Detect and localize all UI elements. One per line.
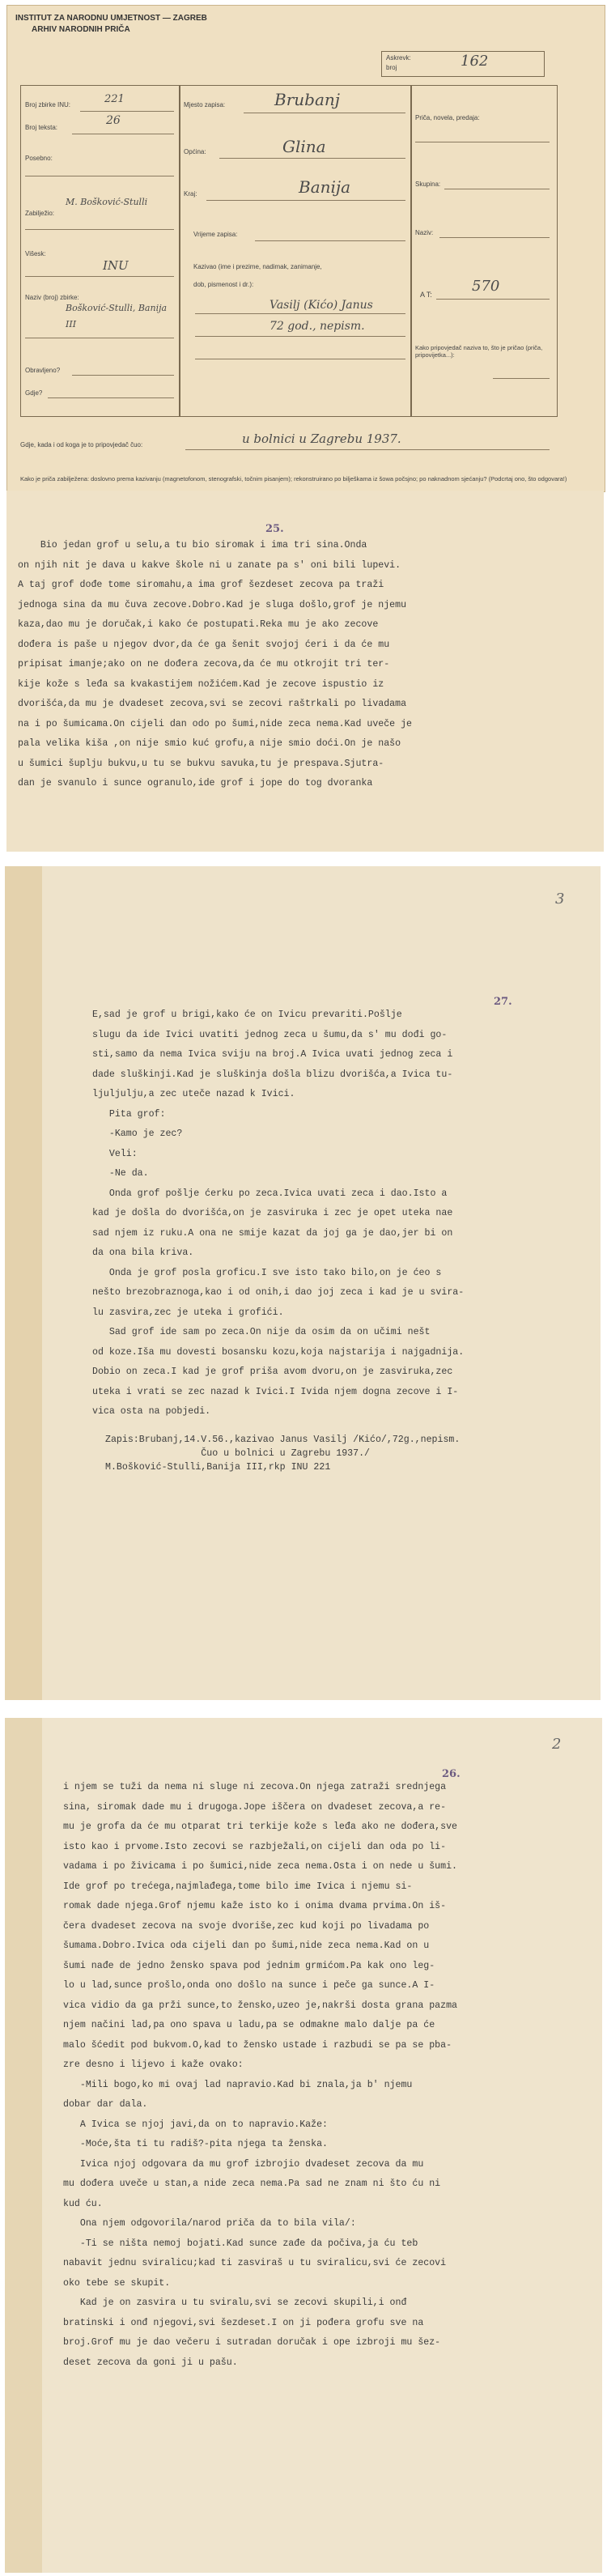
at-label: A T: [420, 291, 432, 299]
visesk-value: INU [103, 258, 129, 273]
page-number: 3 [555, 891, 565, 908]
kako-label: Kako pripovjedač naziva to, što je pričao (priča, pripovijetka...): [415, 344, 543, 359]
text-line: kad je došla do dvorišća,on je zasviruka i zec je opet uteka nae [92, 1208, 453, 1218]
broj-teksta-value: 26 [106, 114, 121, 127]
text-line: čera dvadeset zecova na svoje dvoriše,zec kud koji po livadama po [63, 1920, 430, 1932]
story-text-1 [18, 536, 412, 794]
rule [195, 336, 405, 337]
text-line: A Ivica se njoj javi,da on to napravio.Kaže: [63, 2119, 328, 2130]
rule [185, 449, 550, 450]
text-line: Ide grof po trećega,najmlađega,tome bilo ime Ivica i njemu si- [63, 1881, 413, 1892]
text-line: šumi nađe de jedno žensko spava pod jednim grmićom.Pa kak ono leg- [63, 1960, 435, 1971]
text-line: nabavit jednu sviralicu;kad ti zasviraš u tu sviralicu,svi će zecovi [63, 2258, 447, 2268]
divider [0, 1703, 607, 1715]
page-3 [0, 1715, 607, 2576]
page-number: 2 [552, 1736, 562, 1753]
text-line: da ona bila kriva. [92, 1248, 194, 1258]
text-line: Onda grof pošlje ćerku po zeca.Ivica uvati zeca i dao.Isto a [92, 1188, 448, 1199]
text-line: Ona njem odgovorila/narod priča da to bila vila/: [63, 2218, 356, 2229]
margin-strip [5, 1718, 42, 2573]
naziv-value: Bošković-Stulli, Banija III [66, 303, 168, 329]
text-line: Veli: [92, 1148, 138, 1159]
vrijeme-label: Vrijeme zapisa: [193, 231, 238, 238]
opcina-label: Općina: [184, 148, 206, 155]
broj-teksta-label: Broj teksta: [25, 124, 58, 131]
ask-label-2: broj [386, 64, 397, 71]
archive-title: ARHIV NARODNIH PRIČA [32, 25, 130, 34]
zapis-block [105, 1433, 460, 1474]
story-text-2 [92, 1005, 464, 1422]
text-line: -Moće,šta ti tu radiš?-pita njega ta ženska. [63, 2139, 328, 2149]
rule [25, 276, 174, 277]
rule [493, 378, 550, 379]
kazivao-value-2: 72 god., nepism. [270, 320, 365, 333]
text-line: ljuljulju,a zec uteče nazad k Ivici. [92, 1089, 295, 1099]
prica-label: Priča, novela, predaja: [415, 114, 480, 121]
rule [255, 240, 405, 241]
margin-strip [5, 866, 42, 1700]
rule [25, 229, 174, 230]
page-2 [0, 861, 607, 1703]
text-line: Sad grof ide sam po zeca.On nije da osim da on učimi nešt [92, 1327, 431, 1337]
text-line: dođera is paše u njegov dvor,da će ga šenit svojoj ćeri i da će mu [18, 639, 390, 650]
text-line: Pita grof: [92, 1108, 166, 1120]
text-line: i njem se tuži da nema ni sluge ni zecova.On njega zatraži srednjega [63, 1782, 447, 1792]
gdje-kada-value: u bolnici u Zagrebu 1937. [242, 431, 401, 446]
text-line: -Ti se ništa nemoj bojati.Kad sunce zađe da počiva,ja ću teb [63, 2238, 418, 2249]
text-line: Ivica njoj odgovara da mu grof izbrojio dvadeset zecova da mu [63, 2158, 424, 2170]
text-line: lo u lad,sunce prošlo,onda ono došlo na sunce i peče ga sunce.A I- [63, 1980, 435, 1991]
skupina-label: Skupina: [415, 181, 441, 188]
kazivao-label-2: dob, pismenost i dr.): [193, 281, 254, 288]
text-line: nešto brezobraznoga,kao i od onih,i dao joj zeca i kad je u svira- [92, 1287, 465, 1298]
kazivao-value: Vasilj (Kićo) Janus [270, 299, 373, 312]
text-line: mu je grofa da će mu otparat tri terkije kože s leđa ako ne dođera,sve [63, 1821, 458, 1832]
text-line: Onda je grof posla groficu.I sve isto tako bilo,on je ćeo s [92, 1267, 442, 1278]
text-line: šumama.Dobro.Ivica oda cijeli dan po šumi,nide zeca nema.Kad on u [63, 1941, 430, 1951]
page-stamp: 26. [442, 1768, 461, 1780]
rule [436, 299, 550, 300]
mjesto-label: Mjesto zapisa: [184, 101, 226, 108]
text-line: u šumici šuplju bukvu,u tu se bukvu savuka,tu je prespava.Sjutra- [18, 758, 384, 769]
posebno-label: Posebno: [25, 155, 53, 162]
institute-title: INSTITUT ZA NARODNU UMJETNOST — ZAGREB [15, 14, 207, 23]
text-line: vica vidio da ga prži sunce,to žensko,uzeo je,nakrši dosta grana pazma [63, 2000, 458, 2011]
text-line: E,sad je grof u brigi,kako će on Ivicu prevariti.Pošlje [92, 1010, 402, 1020]
middle-box [179, 85, 412, 417]
text-line: kaza,dao mu je doručak,i kako će postupati.Reka mu je ako zecove [18, 619, 379, 630]
text-line: dvorišća,da mu je dvadeset zecova,svi se zecovi raštrkali po livadama [18, 699, 407, 709]
rule [219, 158, 405, 159]
text-line: dade sluškinji.Kad je sluškinja došla blizu dvorišća,a Ivica tu- [92, 1069, 453, 1080]
text-line: Kad je on zasvira u tu sviralu,svi se zecovi skupili,i onđ [63, 2298, 407, 2308]
rule [439, 237, 550, 238]
ask-value: 162 [461, 53, 489, 70]
text-line: pala velika kiša ,on nije smio kuć grofu,a nije smio doći.On je našo [18, 738, 401, 749]
text-line: pripisat imanje;ako on ne dođera zecova,da će mu otkrojit tri ter- [18, 659, 390, 670]
rule [80, 111, 174, 112]
text-line: kije kože s leđa sa kvakastijem nožićem.Kad je zecove ispustio iz [18, 678, 384, 690]
right-box [410, 85, 558, 417]
text-line: -Mili bogo,ko mi ovaj lad napravio.Kad bi znala,ja b' njemu [63, 2079, 413, 2090]
page-stamp: 27. [494, 996, 512, 1008]
story-sheet-2 [5, 866, 601, 1700]
text-line: vica osta na pobjedi. [92, 1406, 211, 1417]
broj-zbirke-value: 221 [104, 93, 125, 105]
text-line: vadama i po živicama i po šumici,nide zeca nema.Osta i on nede u šumi. [63, 1861, 458, 1872]
text-line: dan je svanulo i sunce ogranulo,ide grof i jope do tog dvoranka [18, 778, 373, 789]
text-line: isto kao i prvome.Isto zecovi se razbježali,on cijeli dan oda po li- [63, 1841, 447, 1852]
naziv-label: Naziv (broj) zbirke: [25, 294, 79, 301]
visesk-label: Višesk: [25, 250, 46, 257]
text-line: jednoga sina da mu čuva zecove.Dobro.Kad je sluga došlo,grof je njemu [18, 599, 407, 610]
text-line: mu dođera uveče u stan,a nide zeca nema.Pa sad ne znam ni što ću ni [63, 2179, 441, 2189]
text-line: A taj grof dođe tome siromahu,a ima grof šezdeset zecova pa traži [18, 580, 384, 590]
kraj-label: Kraj: [184, 190, 197, 198]
zabiljezio-value: M. Bošković-Stulli [66, 197, 148, 207]
text-line: slugu da ide Ivici uvatiti jednog zeca u šumu,da s' mu dođi go- [92, 1029, 448, 1040]
text-line: malo šćedit pod bukvom.O,kad to žensko ustade i razbudi se pa se pba- [63, 2039, 452, 2051]
story-text-3 [63, 1778, 457, 2373]
text-line: Zapis:Brubanj,14.V.56.,kazivao Janus Vasilj /Kićo/,72g.,nepism. [105, 1435, 461, 1445]
text-line: deset zecova da goni ji u pašu. [63, 2357, 238, 2368]
gdje-label: Gdje? [25, 389, 43, 397]
text-line: od koze.Iša mu dovesti bosansku kozu,koja najstarija i najgadnija. [92, 1346, 465, 1358]
opcina-value: Glina [282, 137, 326, 156]
kraj-value: Banija [299, 177, 351, 197]
at-value: 570 [472, 278, 500, 295]
text-line: Bio jedan grof u selu,a tu bio siromak i ima tri sina.Onda [18, 540, 367, 550]
page-1 [0, 0, 607, 855]
text-line: lu zasvira,zec je uteka i grofići. [92, 1307, 284, 1318]
naziv2-label: Naziv: [415, 229, 434, 236]
text-line: broj.Grof mu je dao večeru i sutradan doručak i ope izbroji mu šez- [63, 2337, 441, 2348]
text-line: kud ću. [63, 2198, 103, 2209]
text-line: zre desno i lijevo i kaže ovako: [63, 2060, 244, 2070]
gdje-kada-label: Gdje, kada i od koga je to pripovjedač čuo: [20, 441, 143, 448]
text-line: on njih nit je dava u kakve škole ni u zanate pa s' oni bili lupevi. [18, 559, 401, 571]
kazivao-label: Kazivao (ime i prezime, nadimak, zanimanje, [193, 263, 322, 270]
broj-zbirke-label: Broj zbirke INU: [25, 101, 71, 108]
story-sheet-3 [5, 1718, 602, 2573]
text-line: bratinski i onđ njegovi,svi šezdeset.I on ji pođera grofu sve na [63, 2317, 424, 2328]
text-line: M.Bošković-Stulli,Banija III,rkp INU 221 [105, 1462, 331, 1473]
story-sheet-1 [6, 491, 604, 852]
form-card [6, 5, 605, 492]
text-line: dobar dar dala. [63, 2099, 148, 2110]
text-line: -Kamo je zec? [92, 1129, 183, 1139]
rule [195, 313, 405, 314]
ask-label: Askrevk: [386, 54, 411, 62]
text-line: sina, siromak dade mu i drugoga.Jope iščera on dvadeset zecova,a re- [63, 1801, 447, 1813]
kako-zabiljezeno: Kako je priča zabilježena: doslovno prema kazivanju (magnetofonom, stenografski, točnim pisanjem); rekonstruirano po bilješkama iz šowa počsjno; po naknadnom sjećanju? (Podcrtaj ono, što odgovara!) [20, 475, 567, 482]
text-line: na i po šumicama.On cijeli dan odo po šumi,nide zeca nema.Kad uveče je [18, 718, 413, 729]
rule [48, 397, 174, 398]
text-line: sad njem iz ruku.A ona ne smije kazat da joj ga je dao,jer bi on [92, 1227, 453, 1239]
mjesto-value: Brubanj [274, 90, 340, 109]
text-line: Čuo u bolnici u Zagrebu 1937./ [105, 1448, 370, 1459]
rule [206, 200, 405, 201]
page-stamp: 25. [265, 523, 284, 535]
text-line: uteka i vrati se zec nazad k Ivici.I Ivida njem dogna zecove i I- [92, 1386, 459, 1397]
text-line: sti,samo da nema Ivica sviju na broj.A Ivica uvati jednog zeca i [92, 1049, 453, 1060]
text-line: njem načini lad,pa ono spava u ladu,pa se odmakne malo dalje pa će [63, 2020, 435, 2030]
text-line: oko tebe se skupit. [63, 2277, 171, 2289]
obravljeno-label: Obravljeno? [25, 367, 61, 374]
zabiljezio-label: Zabilježio: [25, 210, 55, 217]
text-line: Dobio on zeca.I kad je grof priša avom dvoru,on je zasviruka,zec [92, 1367, 453, 1377]
text-line: -Ne da. [92, 1168, 149, 1179]
text-line: romak dade njega.Grof njemu kaže isto ko i onima dvama prvima.On iš- [63, 1901, 447, 1911]
rule [72, 375, 174, 376]
